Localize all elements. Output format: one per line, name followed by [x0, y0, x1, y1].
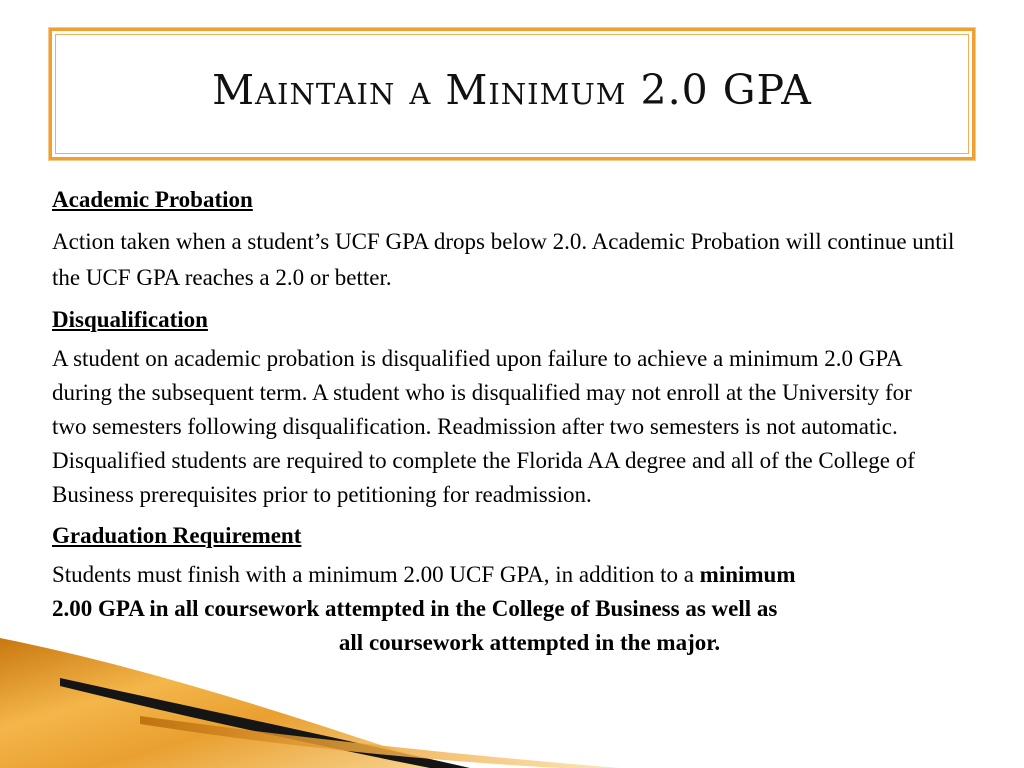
heading-graduation-requirement: Graduation Requirement [52, 523, 302, 548]
graduation-text-bold-1: minimum [699, 562, 796, 587]
text-disqualification: A student on academic probation is disqualified upon failure to achieve a minimum 2.0 GPA during the subsequent term. A student who is disqualified may not enroll at the University for two semesters following disqualification. Readmission after two semesters is not automatic. Disqualified students are required to complete the Florida AA degree and all of the College of Business prerequisites prior to petitioning for readmission. [52, 346, 915, 507]
slide-body [52, 182, 982, 660]
graduation-text-bold-2: 2.00 GPA in all coursework attempted in the College of Business as well as [52, 596, 778, 621]
corner-swoosh-decoration [0, 638, 720, 768]
graduation-line-2 [52, 592, 987, 626]
graduation-text-plain: Students must finish with a minimum 2.00 UCF GPA, in addition to a [52, 562, 700, 587]
text-academic-probation: Action taken when a student’s UCF GPA drops below 2.0. Academic Probation will continue until the UCF GPA reaches a 2.0 or better. [52, 229, 955, 290]
title-inner-frame [55, 34, 969, 154]
slide-title: Maintain a Minimum 2.0 GPA [212, 66, 812, 114]
graduation-line-1 [52, 558, 987, 592]
heading-academic-probation: Academic Probation [52, 187, 253, 212]
title-box [49, 28, 975, 160]
heading-disqualification: Disqualification [52, 307, 208, 332]
graduation-text-bold-3: all coursework attempted in the major. [338, 630, 721, 655]
